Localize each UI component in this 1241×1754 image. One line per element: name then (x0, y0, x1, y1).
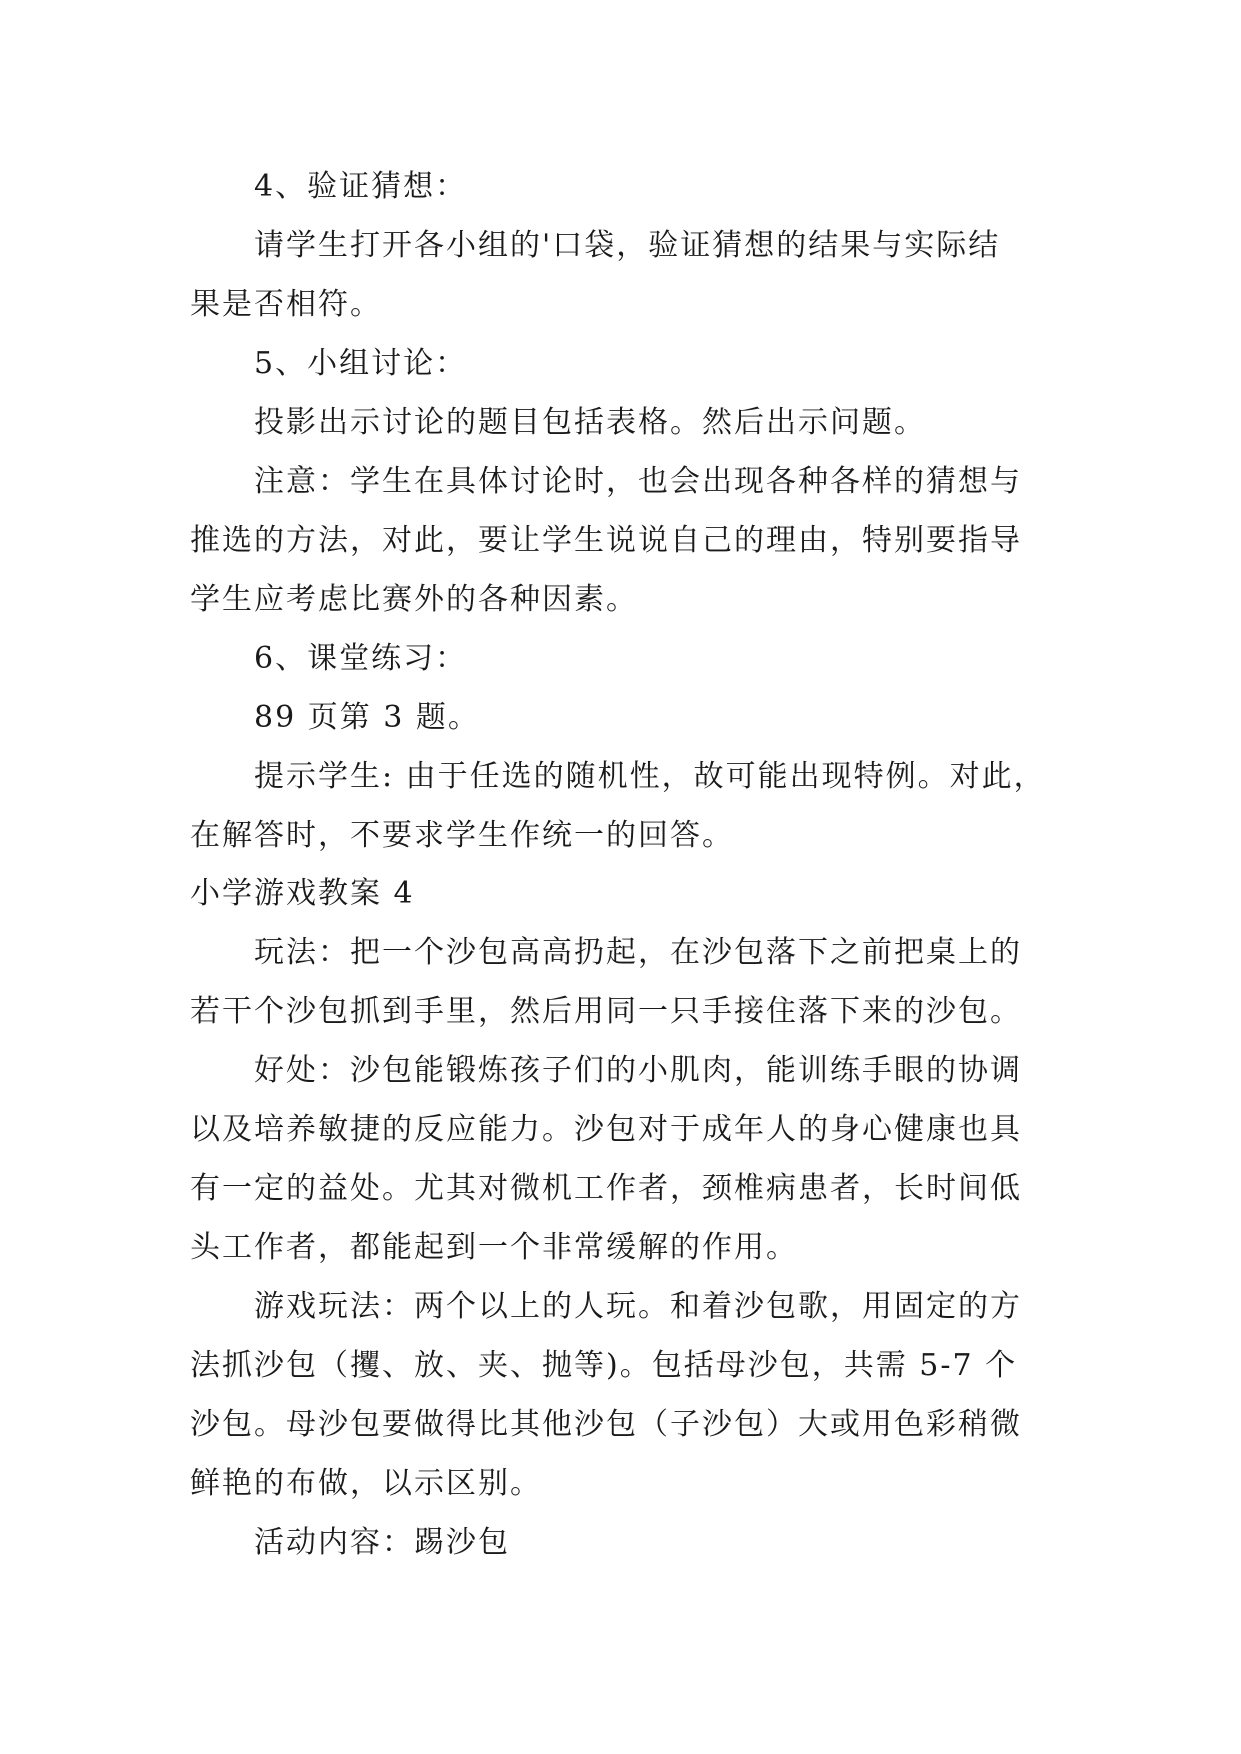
step-5-heading: 5、小组讨论： (254, 346, 468, 381)
paragraph-line: 89 页第 3 题。 (254, 700, 480, 735)
section-title: 小学游戏教案 4 (190, 876, 415, 911)
paragraph-line: 头工作者，都能起到一个非常缓解的作用。 (190, 1230, 798, 1265)
step-6-heading: 6、课堂练习： (254, 641, 468, 676)
paragraph-line: 推选的方法，对此，要让学生说说自己的理由，特别要指导 (190, 523, 1022, 558)
paragraph-line: 在解答时，不要求学生作统一的回答。 (190, 818, 734, 853)
paragraph-line: 好处：沙包能锻炼孩子们的小肌肉，能训练手眼的协调 (254, 1053, 1022, 1088)
paragraph-line: 法抓沙包（攫、放、夹、抛等)。包括母沙包，共需 5-7 个 (190, 1348, 1018, 1383)
paragraph-line: 若干个沙包抓到手里，然后用同一只手接住落下来的沙包。 (190, 994, 1022, 1029)
paragraph-line: 鲜艳的布做，以示区别。 (190, 1466, 542, 1501)
paragraph-line: 沙包。母沙包要做得比其他沙包（子沙包）大或用色彩稍微 (190, 1407, 1022, 1442)
paragraph-line: 以及培养敏捷的反应能力。沙包对于成年人的身心健康也具 (190, 1112, 1022, 1147)
document-body (190, 157, 1070, 1572)
paragraph-line: 注意：学生在具体讨论时，也会出现各种各样的猜想与 (254, 464, 1022, 499)
paragraph-line: 游戏玩法：两个以上的人玩。和着沙包歌，用固定的方 (254, 1289, 1022, 1324)
paragraph-line: 提示学生: 由于任选的随机性，故可能出现特例。对此， (254, 759, 1046, 794)
paragraph-line: 学生应考虑比赛外的各种因素。 (190, 582, 638, 617)
paragraph-line: 请学生打开各小组的'口袋，验证猜想的结果与实际结 (254, 228, 1001, 263)
step-4-heading: 4、验证猜想： (254, 169, 468, 204)
paragraph-line: 果是否相符。 (190, 287, 382, 322)
paragraph-line: 有一定的益处。尤其对微机工作者，颈椎病患者，长时间低 (190, 1171, 1022, 1206)
paragraph-line: 玩法：把一个沙包高高扔起，在沙包落下之前把桌上的 (254, 935, 1022, 970)
paragraph-line: 活动内容：踢沙包 (254, 1525, 510, 1560)
paragraph-line: 投影出示讨论的题目包括表格。然后出示问题。 (254, 405, 926, 440)
